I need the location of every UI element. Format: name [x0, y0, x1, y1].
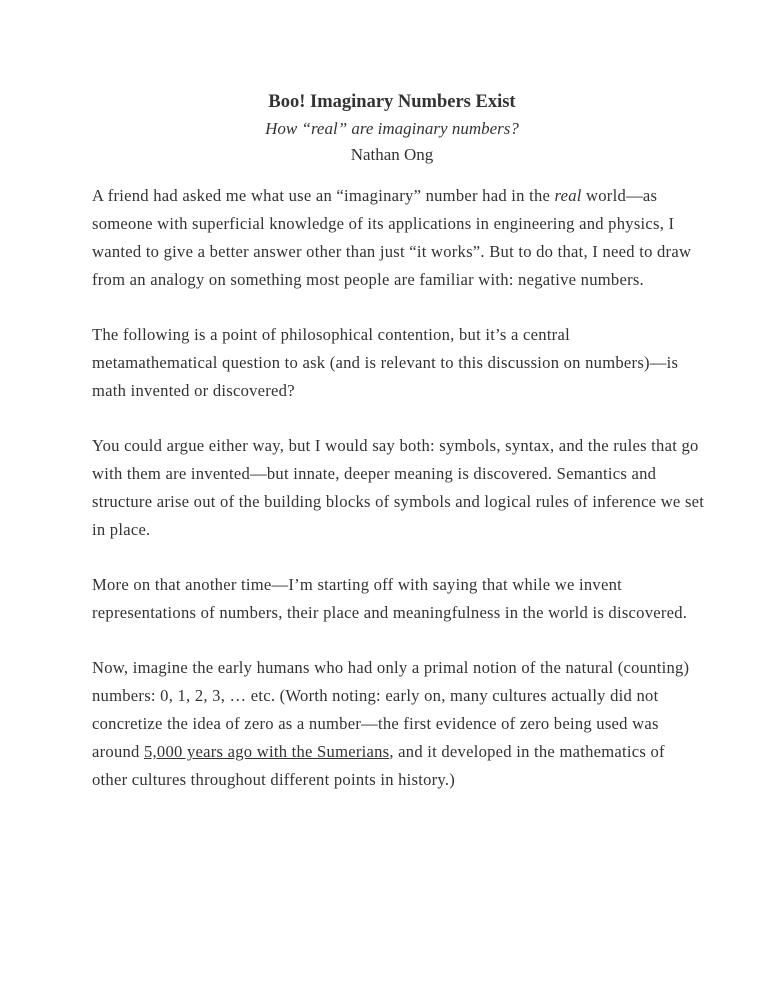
text: in place. — [92, 520, 151, 539]
article-author: Nathan Ong — [350, 145, 434, 164]
text: world—as — [581, 186, 658, 205]
paragraph-1 — [92, 182, 692, 294]
text: You could argue either way, but I would say both: symbols, syntax, and the rules that go — [92, 436, 699, 455]
text: A friend had asked me what use an “imaginary” number had in the — [92, 186, 555, 205]
article-body — [92, 182, 705, 794]
article — [92, 88, 705, 821]
text: around — [92, 742, 144, 761]
text: wanted to give a better answer other than just “it works”. But to do that, I need to draw — [92, 242, 692, 261]
text: representations of numbers, their place and meaningfulness in the world is discovered. — [92, 603, 688, 622]
text: The following is a point of philosophical contention, but it’s a central — [92, 325, 570, 344]
sumerians-link[interactable]: 5,000 years ago with the Sumerians — [143, 742, 390, 761]
text: other cultures throughout different points in history.) — [92, 770, 456, 789]
paragraph-4 — [92, 571, 692, 627]
text: from an analogy on something most people are familiar with: negative numbers. — [92, 270, 644, 289]
text: numbers: 0, 1, 2, 3, … etc. (Worth noting: early on, many cultures actually did not — [92, 686, 659, 705]
text: concretize the idea of zero as a number—the first evidence of zero being used was — [92, 714, 659, 733]
text: , and it developed in the mathematics of — [389, 742, 665, 761]
text: with them are invented—but innate, deeper meaning is discovered. Semantics and — [92, 464, 657, 483]
text: More on that another time—I’m starting off with saying that while we invent — [92, 575, 622, 594]
emphasis-real: real — [554, 186, 582, 205]
paragraph-3 — [92, 432, 705, 544]
text: Now, imagine the early humans who had only a primal notion of the natural (counting) — [92, 658, 690, 677]
article-title: Boo! Imaginary Numbers Exist — [268, 92, 516, 112]
text: math invented or discovered? — [92, 381, 295, 400]
text: structure arise out of the building blocks of symbols and logical rules of inference we set — [92, 492, 705, 511]
text: metamathematical question to ask (and is relevant to this discussion on numbers)—is — [92, 353, 679, 372]
paragraph-2 — [92, 321, 692, 405]
paragraph-5 — [92, 654, 692, 794]
article-subtitle: How “real” are imaginary numbers? — [265, 119, 519, 138]
text: someone with superficial knowledge of its applications in engineering and physics, I — [92, 214, 675, 233]
